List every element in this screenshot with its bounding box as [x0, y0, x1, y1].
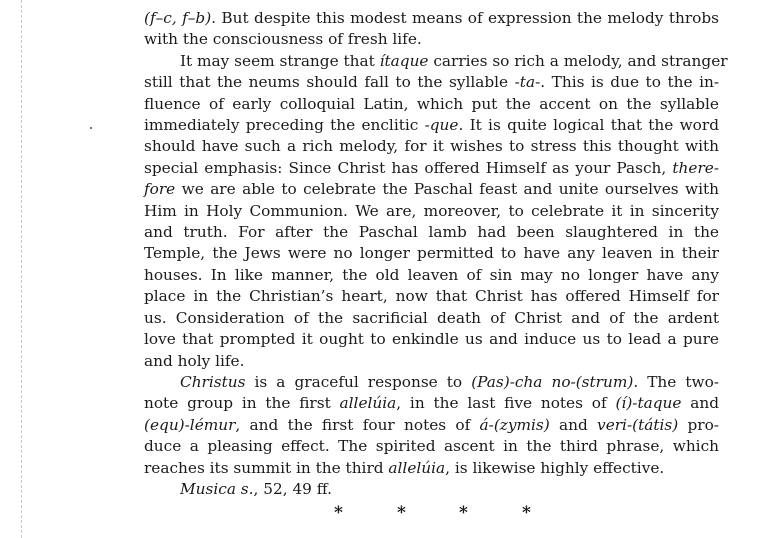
text-line [144, 222, 719, 243]
text-run: Him in Holy Communion. We are, moreover, to celebrate it in sincerity [144, 201, 719, 220]
text-run: us. Consideration of the sacrificial death of Christ and of the ardent [144, 308, 719, 327]
text-line [144, 115, 719, 136]
italic-text: allelúia [388, 458, 446, 477]
text-run: we are able to celebrate the Paschal feast and unite ourselves with [175, 180, 719, 199]
text-run: still that the neums should fall to the syllable [144, 73, 515, 92]
italic-text: -que [424, 116, 459, 135]
text-run: note group in the first [144, 394, 340, 413]
text-line [144, 179, 719, 200]
text-run: and [549, 415, 598, 434]
text-line [144, 393, 719, 414]
text-line [144, 72, 719, 93]
text-line [144, 8, 719, 29]
text-run: with the consciousness of fresh life. [144, 30, 422, 49]
italic-text: veri-(tátis) [597, 415, 679, 434]
separator-star: * [522, 503, 531, 523]
separator-star: * [459, 503, 468, 523]
text-run: reaches its summit in the third [144, 458, 389, 477]
text-run: fluence of early colloquial Latin, which put the accent on the syllable [144, 94, 719, 113]
text-line [144, 158, 719, 179]
paragraph [144, 8, 719, 51]
italic-text: allelúia [339, 394, 397, 413]
margin-rule [21, 0, 22, 538]
text-run: Temple, the Jews were no longer permitted to have any leaven in their [144, 244, 719, 263]
italic-text: (í)-taque [615, 394, 682, 413]
text-run: is a graceful response to [245, 372, 472, 391]
text-line [144, 286, 719, 307]
text-line [144, 51, 728, 72]
italic-text: fore [144, 180, 176, 199]
text-line [144, 436, 719, 457]
italic-text: (equ)-lémur [144, 415, 236, 434]
text-line [144, 351, 719, 372]
text-run: immediately preceding the enclitic [144, 116, 425, 135]
text-run: duce a pleasing effect. The spirited ascent in the third phrase, which [144, 437, 719, 456]
italic-text: ítaque [379, 51, 429, 70]
text-line [144, 265, 719, 286]
text-run: It may seem strange that [180, 51, 380, 70]
text-run: place in the Christian’s heart, now that Christ has offered Himself for [144, 287, 719, 306]
italic-text: Musica s. [180, 479, 254, 498]
text-line [144, 329, 719, 350]
italic-text: (Pas)-cha no-(strum) [471, 372, 634, 391]
text-line [144, 479, 719, 500]
text-line [144, 29, 719, 50]
body-text [144, 8, 728, 500]
text-line [144, 372, 719, 393]
italic-text: -ta- [514, 73, 541, 92]
italic-text: there- [672, 158, 719, 177]
italic-text: (f–c, f–b). [144, 9, 217, 27]
text-run: houses. In like manner, the old leaven of sin may no longer have any [144, 265, 719, 284]
text-run: . It is quite logical that the word [458, 116, 719, 135]
text-line [144, 243, 719, 264]
text-run: and [681, 394, 719, 413]
text-run: carries so rich a melody, and stranger [428, 51, 728, 70]
paragraph [144, 372, 719, 479]
text-run: should have such a rich melody, for it wishes to stress this thought with [144, 137, 719, 156]
text-run: pro- [678, 415, 719, 434]
separator-star: * [397, 503, 406, 523]
separator-star: * [334, 503, 343, 523]
text-run: . This is due to the in- [540, 73, 719, 92]
section-separator [325, 503, 545, 527]
text-run: special emphasis: Since Christ has offered Himself as your Pasch, [144, 158, 673, 177]
paragraph [144, 479, 719, 500]
text-line [144, 308, 719, 329]
text-run: and holy life. [144, 351, 245, 370]
text-run: , in the last five notes of [396, 394, 616, 413]
text-run: and truth. For after the Paschal lamb had been slaughtered in the [144, 223, 719, 242]
paragraph [144, 51, 728, 372]
text-run: , 52, 49 ff. [253, 479, 332, 498]
scan-speck [90, 127, 92, 129]
italic-text: á-(zymis) [479, 415, 550, 434]
text-run: But despite this modest means of expression the melody throbs [216, 9, 719, 27]
text-run: love that prompted it ought to enkindle us and induce us to lead a pure [144, 330, 719, 349]
text-run: , and the first four notes of [235, 415, 480, 434]
text-line [144, 136, 719, 157]
text-run: , is likewise highly effective. [445, 458, 665, 477]
text-run: . The two- [633, 372, 719, 391]
text-line [144, 458, 719, 479]
text-line [144, 94, 719, 115]
italic-text: Christus [180, 372, 246, 391]
text-line [144, 415, 719, 436]
text-line [144, 201, 719, 222]
